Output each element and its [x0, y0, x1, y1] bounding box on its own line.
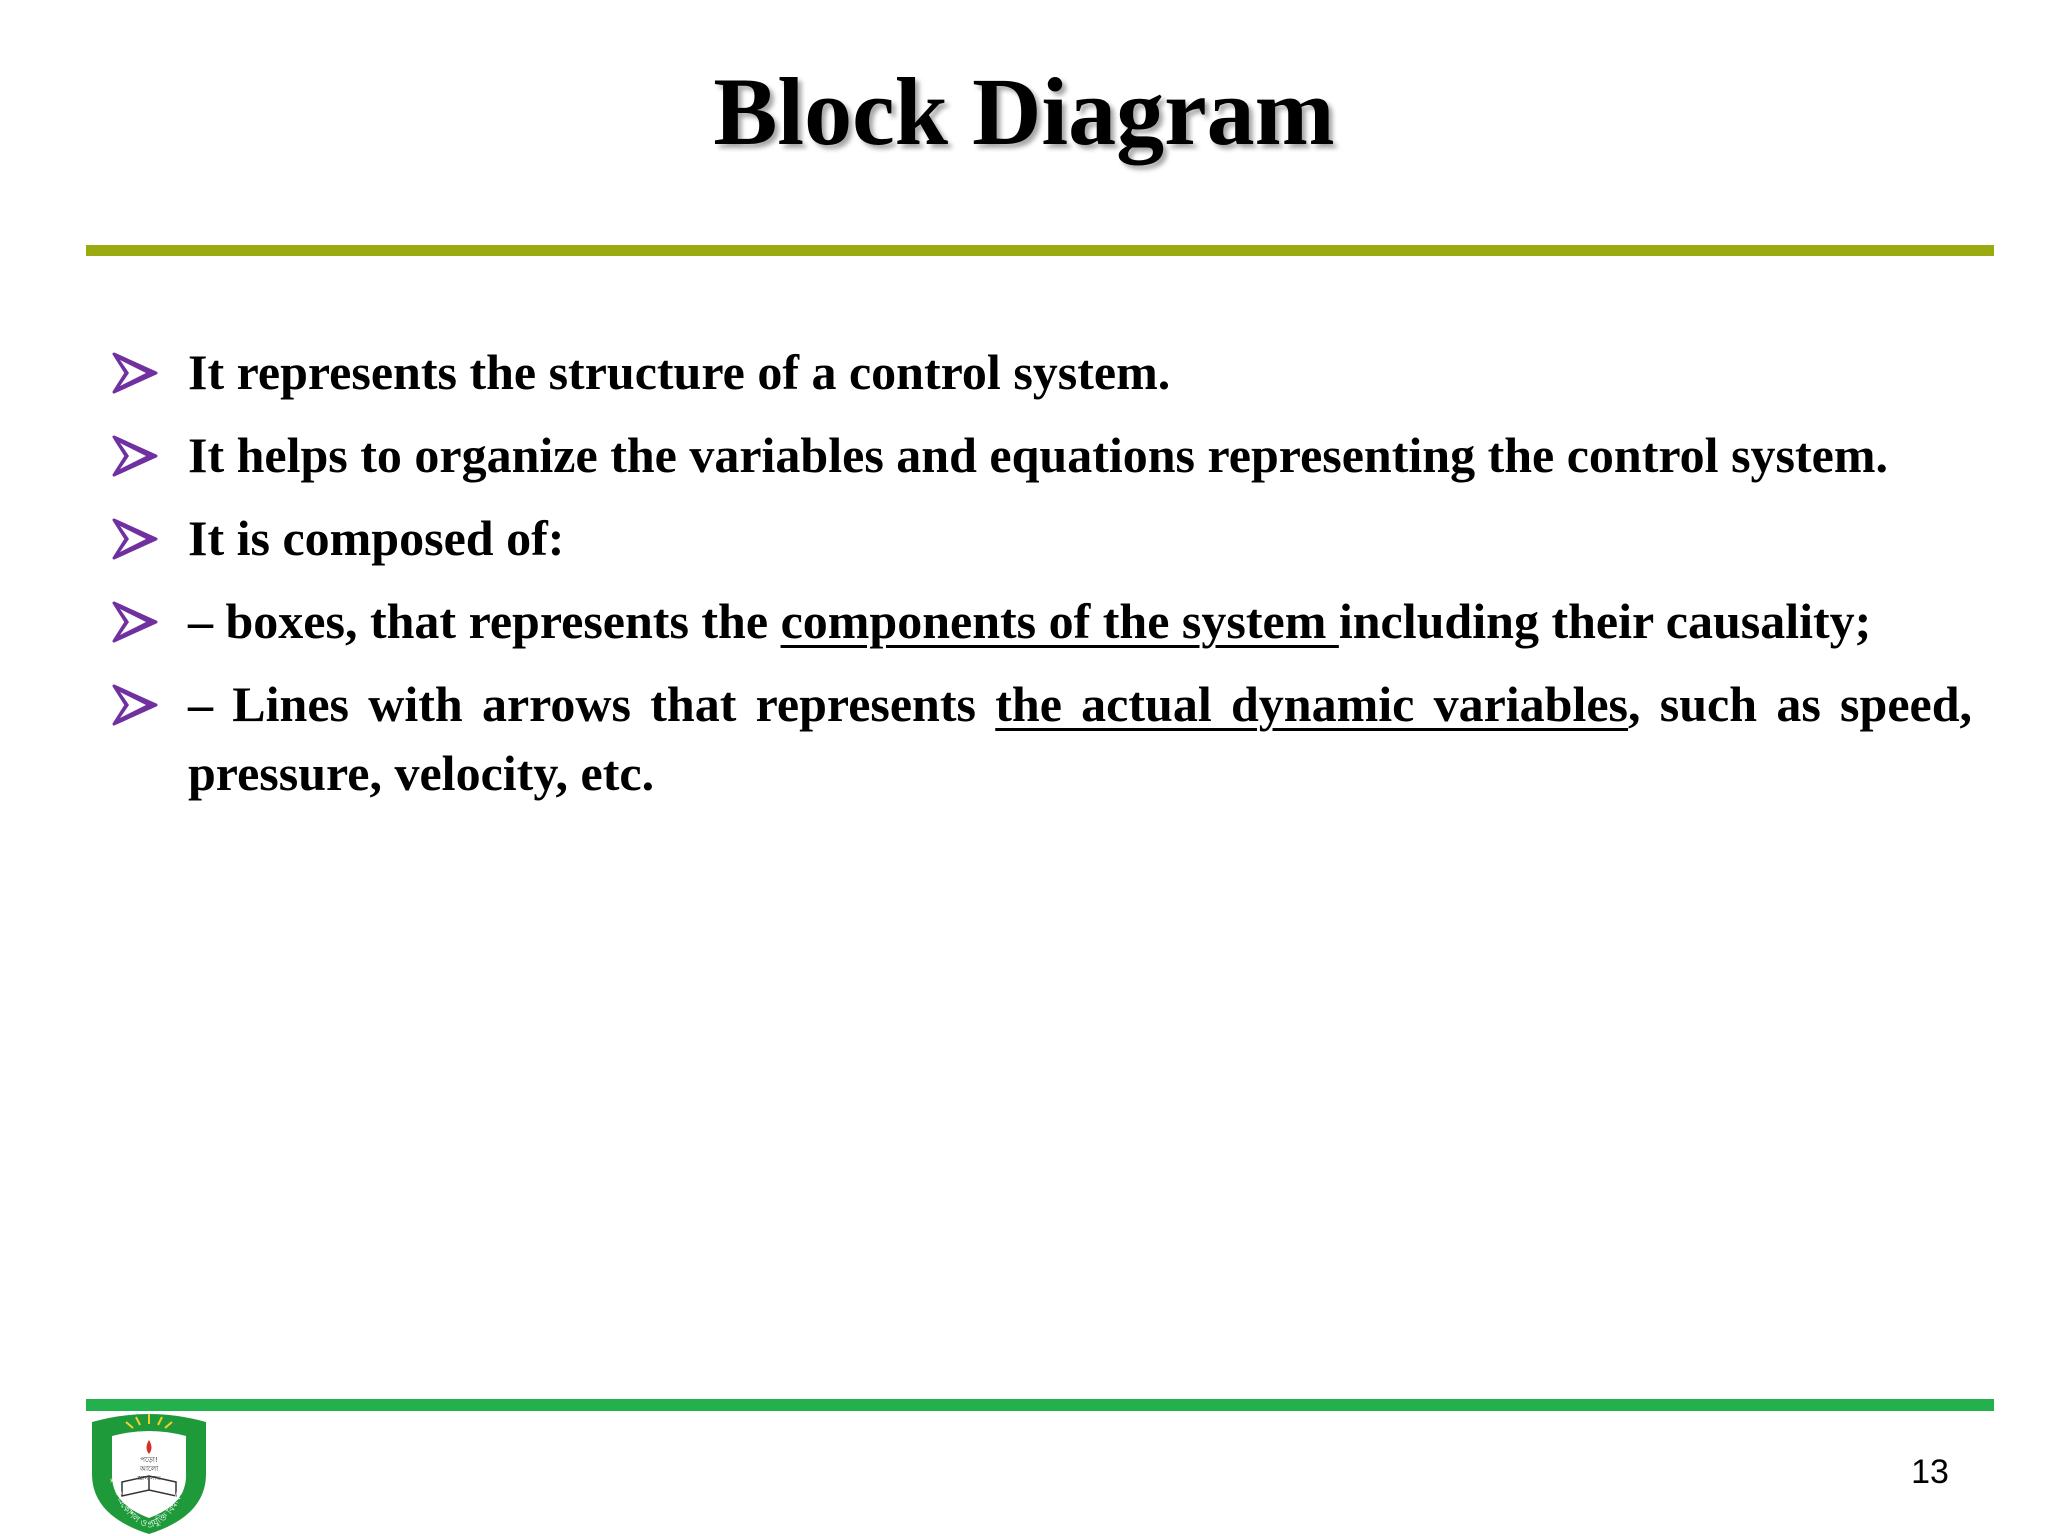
bullet-text: It is composed of: — [188, 510, 565, 566]
title-divider — [86, 245, 1994, 256]
bullet-item — [112, 670, 1972, 808]
bullet-text: – boxes, that represents the — [188, 593, 781, 649]
arrowhead-bullet-icon — [112, 433, 158, 479]
underlined-phrase: components of the system — [780, 593, 1339, 649]
bullet-item — [112, 338, 1972, 407]
bullet-list — [112, 338, 1972, 822]
logo-motto-line-2: আলো — [139, 1465, 159, 1473]
bullet-text: – Lines with arrows that represents — [188, 676, 996, 732]
logo-ring-text: খুলনা প্রকৌশল ও প্রযুক্তি বিশ্ববিদ্যালয় — [108, 1474, 190, 1532]
arrowhead-bullet-icon — [112, 516, 158, 562]
bullet-text: It helps to organize the variables and equations representing the control system. — [188, 427, 1888, 483]
footer-divider — [86, 1399, 1994, 1411]
logo-motto-line-1: পড়ো! — [140, 1456, 158, 1464]
university-crest-logo — [88, 1412, 210, 1536]
bullet-item — [112, 504, 1972, 573]
bullet-text: It represents the structure of a control system. — [188, 344, 1171, 400]
bullet-text-continuation: including their causality; — [1338, 593, 1872, 649]
bullet-item — [112, 421, 1972, 490]
slide-title: Block Diagram — [713, 58, 1335, 165]
arrowhead-bullet-icon — [112, 682, 158, 728]
underlined-phrase: the actual dynamic variables — [995, 676, 1629, 732]
bullet-item — [112, 587, 1972, 656]
arrowhead-bullet-icon — [112, 599, 158, 645]
arrowhead-bullet-icon — [112, 350, 158, 396]
bullet-text-continuation: , such as speed, pressure, velocity, etc. — [188, 676, 1973, 801]
logo-motto-line-3: জ্ঞান লাভ — [137, 1475, 161, 1482]
page-number: 13 — [1911, 1453, 1949, 1491]
